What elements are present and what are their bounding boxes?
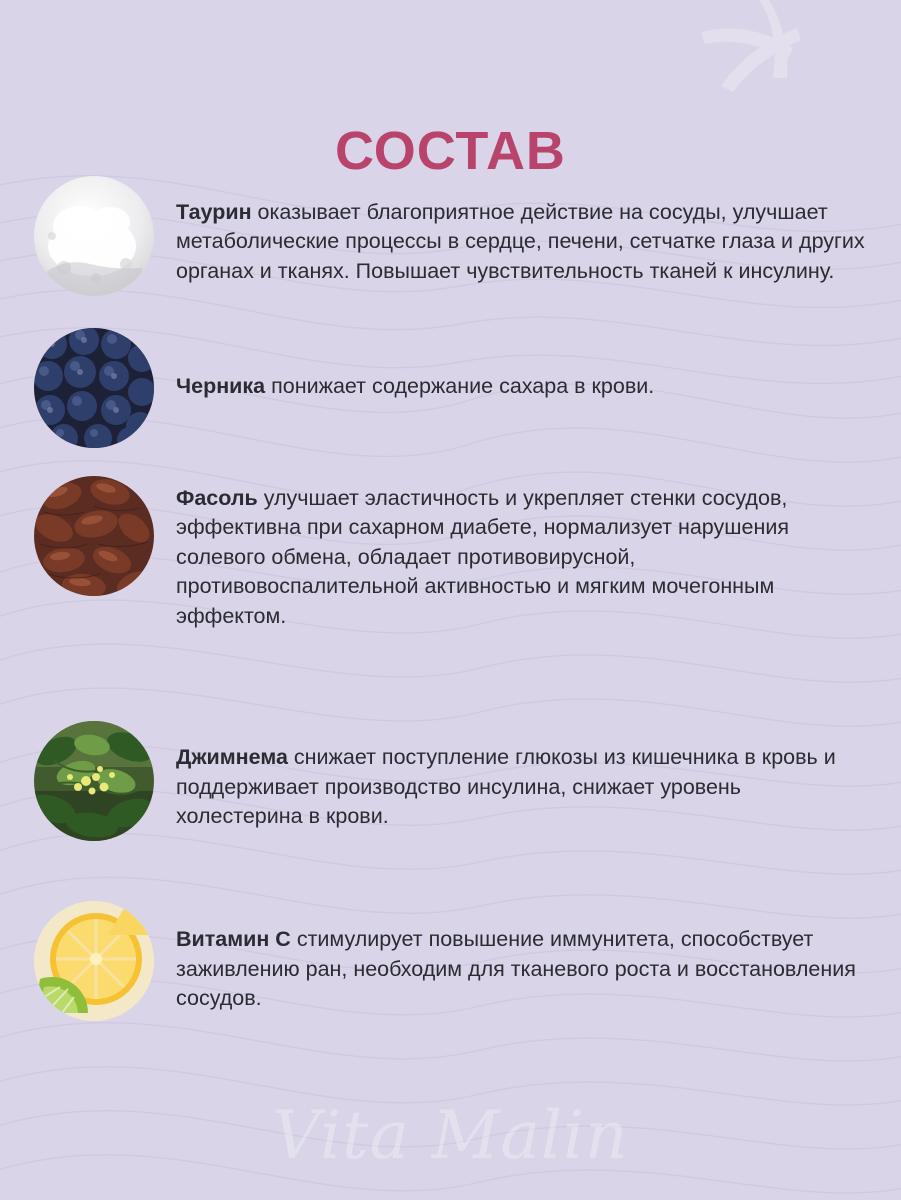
ingredient-name: Витамин C — [176, 927, 291, 952]
ingredient-image-beans — [34, 476, 154, 596]
ingredient-name: Черника — [176, 374, 266, 398]
ingredients-list — [34, 176, 870, 1027]
ingredient-description: оказывает благоприятное действие на сосуды, улучшает метаболические процессы в сердце, печени, сетчатке глаза и других органах и тканях. Повышает чувствительность тканей к инсулину. — [176, 200, 865, 283]
gymnema-plant-photo — [34, 721, 154, 841]
beans-photo — [34, 476, 154, 596]
citrus-slices-photo — [34, 901, 154, 1021]
ingredient-text — [176, 721, 866, 831]
list-item — [34, 721, 870, 841]
ingredient-name: Джимнема — [176, 745, 288, 770]
taurine-powder-photo — [34, 176, 154, 296]
ingredient-text — [176, 176, 866, 286]
ingredient-description: понижает содержание сахара в крови. — [265, 374, 655, 398]
ingredient-description: снижает поступление глюкозы из кишечника в кровь и поддерживает производство инсулина, снижает уровень холестерина в крови. — [176, 745, 836, 829]
ingredient-image-taurine — [34, 176, 154, 296]
ingredient-image-blueberry — [34, 328, 154, 448]
list-item — [34, 176, 870, 296]
ingredient-name: Фасоль — [176, 486, 258, 510]
list-item — [34, 476, 870, 631]
blueberries-photo — [34, 328, 154, 448]
ingredient-text — [176, 901, 866, 1013]
ingredient-name: Таурин — [176, 200, 252, 224]
ingredient-text — [176, 476, 866, 631]
ingredient-description: улучшает эластичность и укрепляет стенки сосудов, эффективна при сахарном диабете, нормализует нарушения солевого обмена, обладает противовирусной, противовоспалительной активностью и мягким мочегонным эффектом. — [176, 486, 789, 628]
ingredient-text — [176, 328, 654, 401]
ingredient-image-vitamin-c — [34, 901, 154, 1021]
ingredient-image-gymnema — [34, 721, 154, 841]
ingredient-description: стимулирует повышение иммунитета, способствует заживлению ран, необходим для тканевого роста и восстановления сосудов. — [176, 927, 856, 1011]
list-item — [34, 328, 870, 448]
watermark-text: Vita Malin — [272, 1097, 629, 1174]
brand-logo-icon — [661, 0, 841, 126]
list-item — [34, 901, 870, 1021]
page-title: СОСТАВ — [335, 121, 566, 182]
